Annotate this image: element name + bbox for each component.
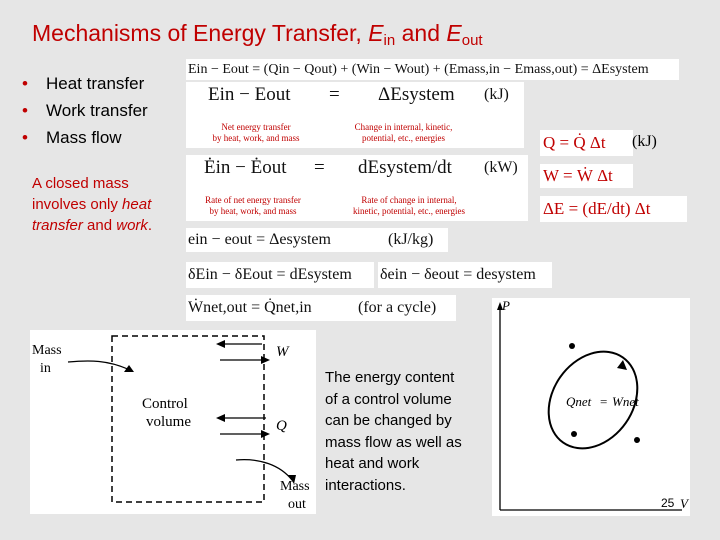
bullet-item: • Mass flow — [22, 124, 148, 151]
eq2-equals: = — [314, 157, 325, 178]
work-arrowhead-2 — [261, 356, 270, 364]
cycle-state-point — [634, 437, 640, 443]
heat-time-equation: Q = Q̇ Δt — [540, 130, 633, 156]
equation-4b-box: δein − δeout = desystem — [378, 262, 552, 288]
heat-label: Q — [276, 418, 287, 434]
eq2-lhs: Ėin − Ėout — [204, 157, 287, 178]
cycle-direction-arrow — [617, 360, 627, 370]
work-label: W — [276, 344, 289, 360]
title-e2: E — [446, 20, 462, 46]
eq2-caption-right: Rate of change in internal, kinetic, potential, etc., energies — [352, 195, 466, 216]
work-arrowhead-1 — [216, 340, 225, 348]
bullet-item: • Heat transfer — [22, 70, 148, 97]
energy-time-equation: ΔE = (dE/dt) Δt — [540, 196, 687, 222]
mass-out-label-1: Mass — [280, 479, 310, 494]
eq1-caption-right: Change in internal, kinetic, potential, etc., energies — [354, 122, 453, 143]
equation-5-box: Ẇnet,out = Q̇net,in (for a cycle) — [186, 295, 456, 321]
cycle-state-point — [571, 431, 577, 437]
control-volume-svg — [30, 330, 316, 514]
energy-balance-equation: Ein − Eout = (Qin − Qout) + (Win − Wout) + (Emass,in − Emass,out) = ΔEsystem — [186, 59, 679, 80]
control-volume-description: The energy content of a control volume can be changed by mass flow as well as heat and work interactions. — [325, 369, 462, 494]
heat-arrowhead-1 — [216, 414, 225, 422]
q-net-label: Qnet — [566, 394, 592, 409]
equation-1-box — [186, 82, 524, 148]
mass-in-label-2: in — [40, 361, 51, 376]
title-and: and — [395, 20, 447, 46]
equals-label: = — [600, 394, 608, 409]
eq1-unit: (kJ) — [484, 86, 509, 103]
heat-time-unit: (kJ) — [632, 133, 657, 150]
closed-mass-note: A closed mass involves only heat transfer and work. — [32, 175, 153, 234]
bullet-list — [22, 70, 148, 151]
bullet-item: • Work transfer — [22, 97, 148, 124]
eq1-equals: = — [329, 84, 340, 105]
eq1-caption-left: Net energy transfer by heat, work, and mass — [212, 122, 300, 143]
eq2-caption-left: Rate of net energy transfer by heat, work, and mass — [205, 195, 301, 216]
cycle-state-point — [569, 343, 575, 349]
work-time-equation: W = Ẇ Δt — [540, 164, 633, 188]
page-number: 25 — [661, 496, 675, 510]
cycle-pv-diagram — [492, 298, 690, 516]
title-text: Mechanisms of Energy Transfer, — [32, 20, 369, 46]
mass-out-label-2: out — [288, 497, 306, 512]
mass-in-arrow — [68, 361, 130, 370]
title-sub-out: out — [461, 32, 483, 49]
heat-arrowhead-2 — [261, 430, 270, 438]
title-e1: E — [368, 20, 384, 46]
equation-2-box — [186, 155, 528, 221]
cycle-diagram-svg — [492, 298, 690, 516]
title-sub-in: in — [383, 32, 396, 49]
slide-title — [32, 20, 483, 49]
eq1-lhs: Ein − Eout — [208, 84, 291, 105]
w-net-label: Wnet — [612, 394, 639, 409]
p-axis-label: P — [502, 298, 510, 313]
eq2-unit: (kW) — [484, 159, 518, 176]
control-volume-label-1: Control — [142, 396, 188, 412]
eq1-rhs: ΔEsystem — [378, 84, 455, 105]
equation-3-box: ein − eout = Δesystem (kJ/kg) — [186, 228, 448, 252]
v-axis-label: V — [680, 496, 688, 511]
control-volume-figure — [30, 330, 316, 514]
mass-in-label-1: Mass — [32, 343, 62, 358]
equation-4a-box: δEin − δEout = dEsystem — [186, 262, 374, 288]
eq2-rhs: dEsystem/dt — [358, 157, 452, 178]
control-volume-label-2: volume — [146, 414, 191, 430]
